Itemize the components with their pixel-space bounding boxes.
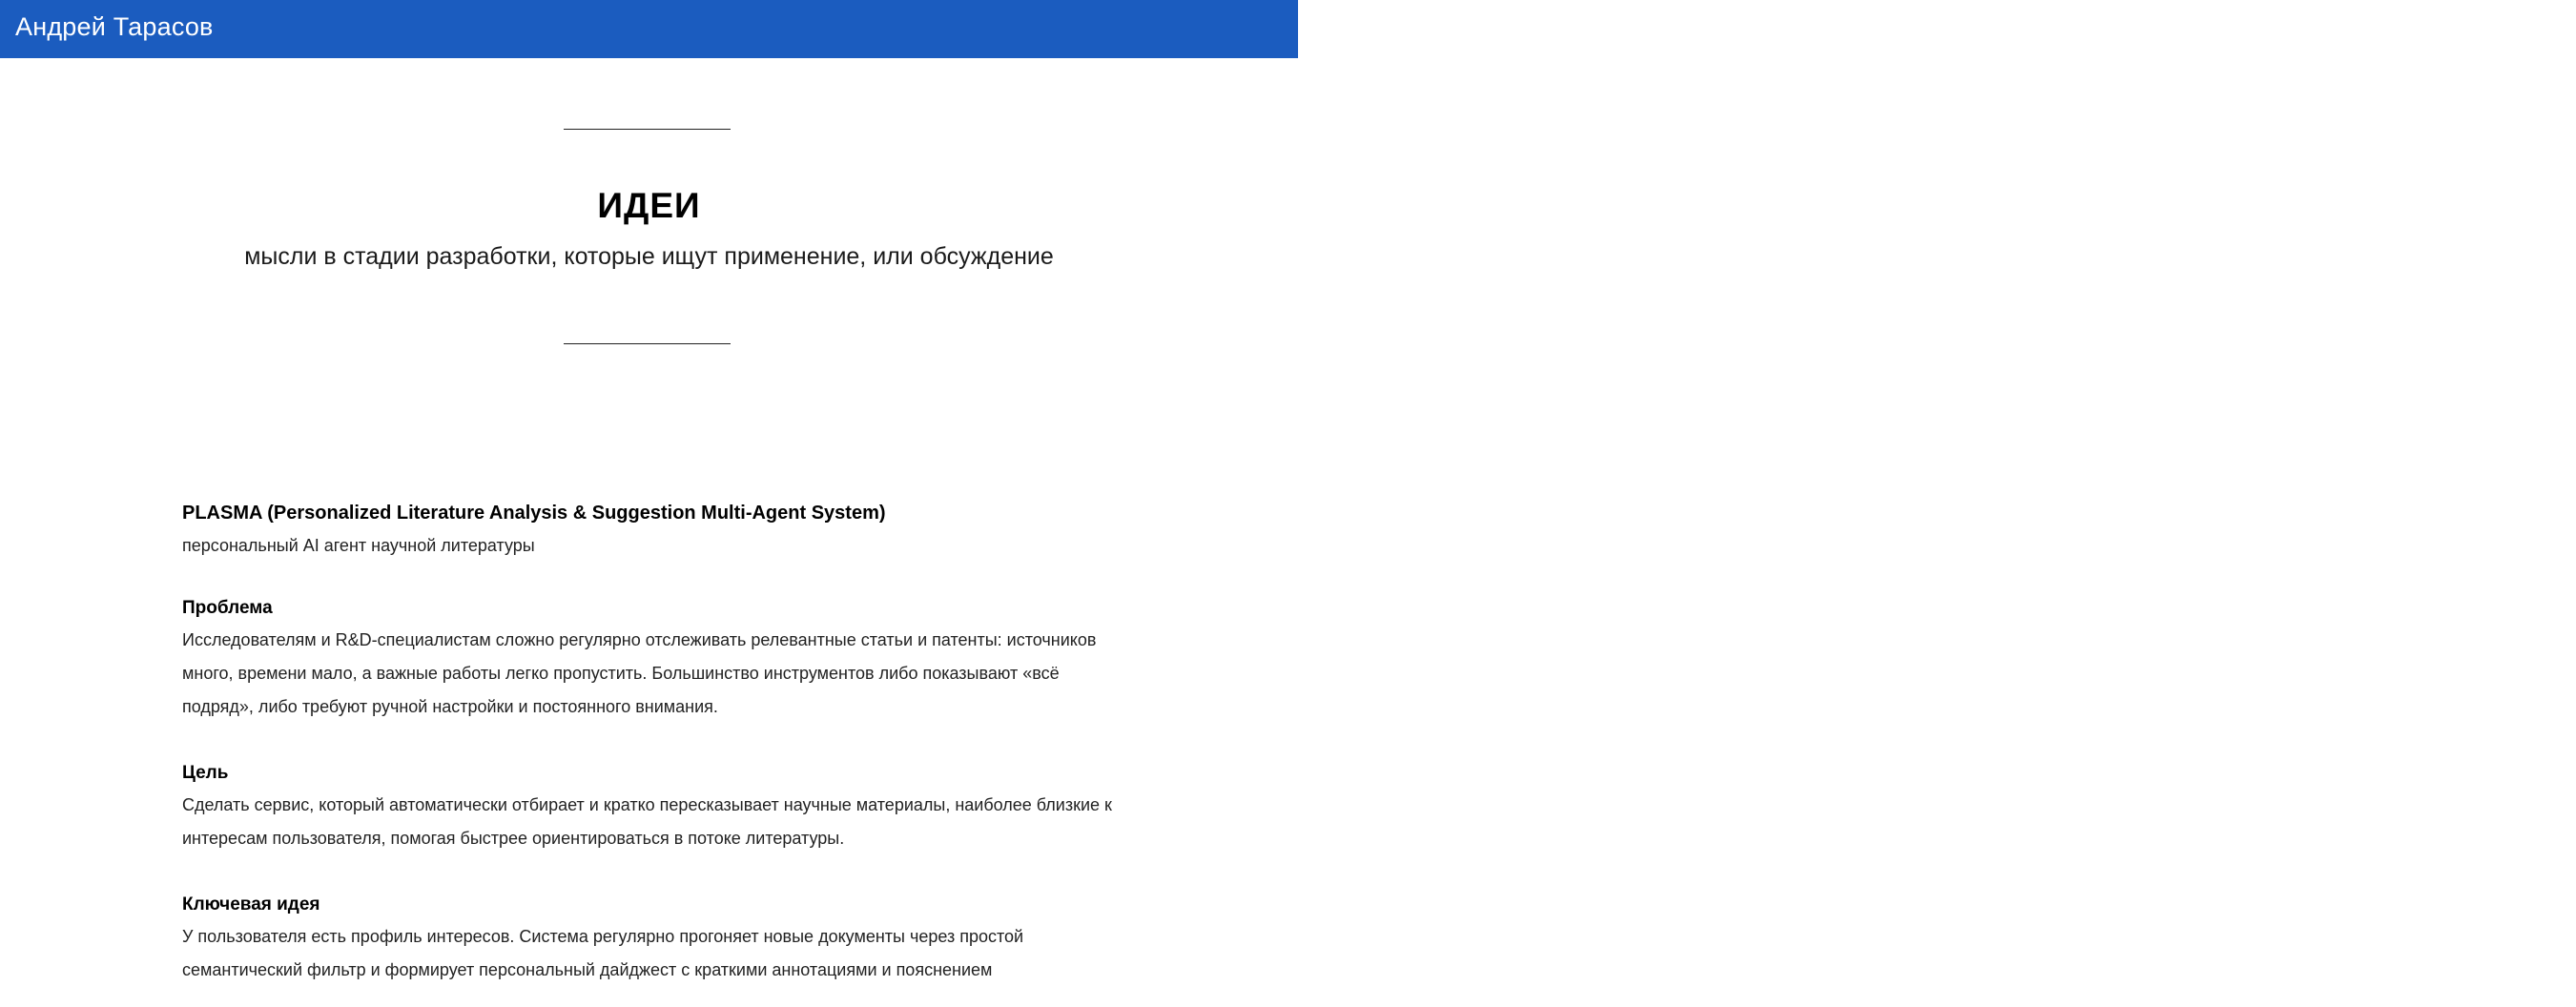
page-subtitle: мысли в стадии разработки, которые ищут применение, или обсуждение	[244, 243, 1054, 270]
section-goal	[182, 760, 1126, 855]
page-title: ИДЕИ	[597, 186, 701, 225]
nav-item-education[interactable]: Просвещение	[1972, 18, 2090, 37]
project-title: PLASMA (Personalized Literature Analysis & Suggestion Multi-Agent System)	[182, 503, 886, 524]
nav-item-chronicle[interactable]: Хроника	[2380, 18, 2452, 37]
section-heading: Цель	[182, 763, 229, 783]
nav-item-engineering[interactable]: Инженерия	[1834, 18, 1929, 37]
top-navigation-bar	[0, 0, 2576, 58]
section-key-idea	[182, 892, 1126, 987]
site-brand-link[interactable]: Андрей Тарасов	[15, 12, 214, 41]
nav-item-ideas[interactable]: Идеи	[2296, 18, 2339, 37]
nav-item-research[interactable]: Исследования	[2133, 18, 2257, 37]
section-body: Исследователям и R&D-специалистам сложно регулярно отслеживать релевантные статьи и патенты: источников много, времени мало, а важные работы легко пропустить. Большинство инструментов либо показывают «всё подряд», либо требуют ручной настройки и постоянного внимания.	[182, 630, 1097, 716]
section-body: Сделать сервис, который автоматически отбирает и кратко пересказывает научные материалы, наиболее близкие к интересам пользователя, помогая быстрее ориентироваться в потоке литературы.	[182, 795, 1112, 848]
divider-top	[564, 129, 731, 130]
divider-bottom	[564, 343, 731, 344]
nav-item-contacts[interactable]: Контакты	[2495, 18, 2576, 37]
section-heading: Проблема	[182, 598, 273, 618]
project-subtitle: персональный AI агент научной литературы	[182, 536, 535, 555]
project-article	[182, 500, 1126, 987]
section-body: У пользователя есть профиль интересов. Система регулярно прогоняет новые документы через простой семантический фильтр и формирует персональный дайджест с краткими аннотациями и пояснением	[182, 927, 1024, 979]
section-heading: Ключевая идея	[182, 894, 320, 915]
section-problem	[182, 595, 1126, 724]
